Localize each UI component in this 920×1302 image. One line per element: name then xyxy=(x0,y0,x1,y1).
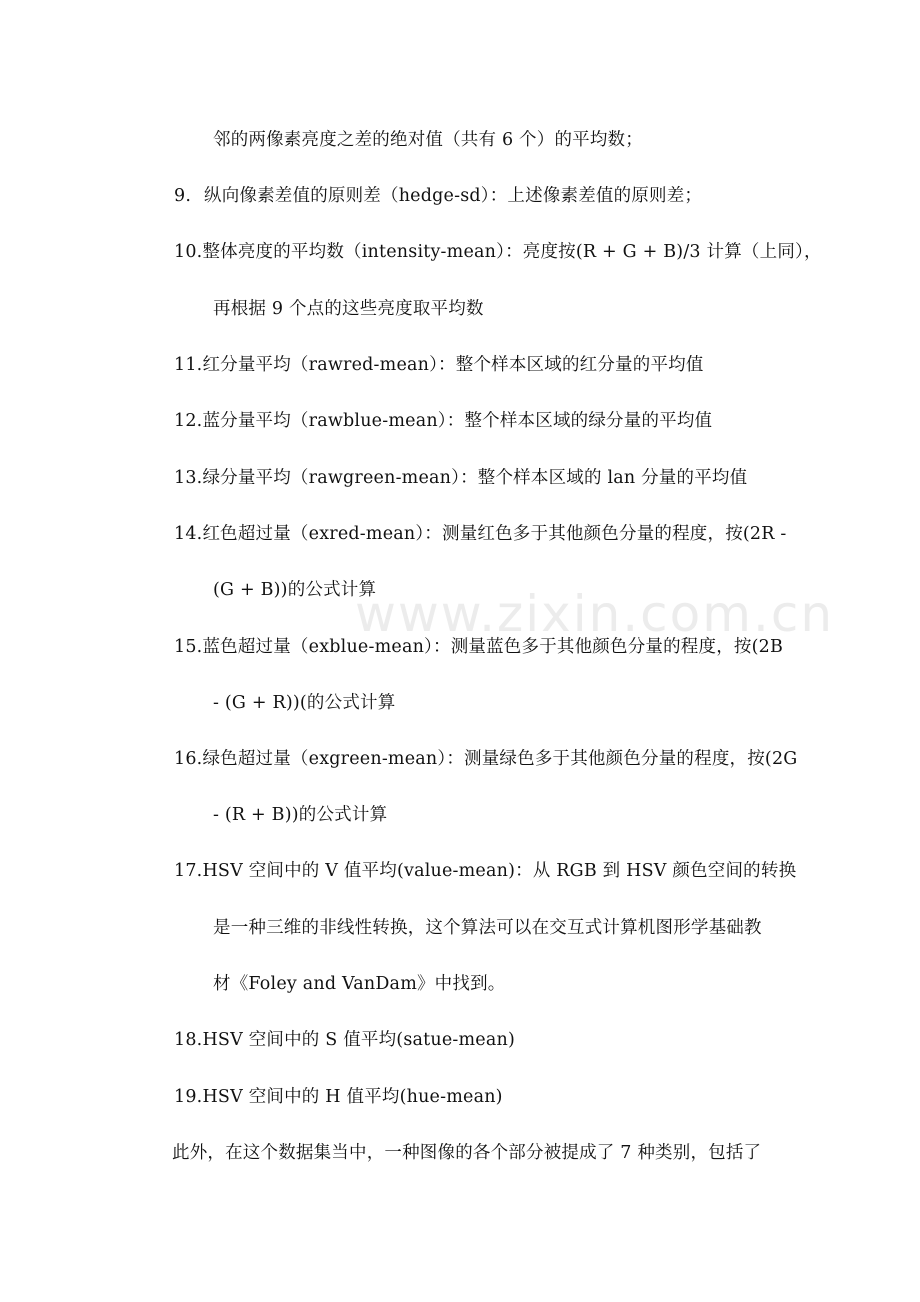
line-text: HSV 空间中的 S 值平均(satue-mean) xyxy=(202,1030,515,1050)
list-item-continuation xyxy=(213,803,387,827)
list-item-number: 17. xyxy=(174,861,203,881)
list-item xyxy=(174,1085,503,1109)
line-text: 是一种三维的非线性转换，这个算法可以在交互式计算机图形学基础教 xyxy=(213,918,762,938)
line-text: 蓝色超过量（exblue-mean）：测量蓝色多于其他颜色分量的程度，按(2B xyxy=(202,637,784,657)
paragraph xyxy=(172,1141,761,1165)
list-item-number: 15. xyxy=(174,637,203,657)
list-item xyxy=(174,1028,515,1052)
line-text: 再根据 9 个点的这些亮度取平均数 xyxy=(213,299,484,319)
list-item-number: 18. xyxy=(174,1030,203,1050)
list-item-number: 12. xyxy=(174,411,203,431)
list-item-number: 16. xyxy=(174,749,203,769)
watermark: www.zixin.com.cn xyxy=(355,585,835,643)
line-text: 红分量平均（rawred-mean）：整个样本区域的红分量的平均值 xyxy=(202,355,704,375)
list-item-number: 14. xyxy=(174,524,203,544)
list-item-number: 10. xyxy=(174,242,203,262)
list-item-continuation xyxy=(213,691,395,715)
line-text: 整体亮度的平均数（intensity-mean）：亮度按(R + G + B)/3 计算（上同）， xyxy=(202,242,822,262)
line-text: HSV 空间中的 V 值平均(value-mean)：从 RGB 到 HSV 颜色空间的转换 xyxy=(202,861,797,881)
line-text: 绿分量平均（rawgreen-mean）：整个样本区域的 lan 分量的平均值 xyxy=(202,468,748,488)
line-text: - (G + R))(的公式计算 xyxy=(213,693,396,713)
line-text: 绿色超过量（exgreen-mean）：测量绿色多于其他颜色分量的程度，按(2G xyxy=(202,749,798,769)
line-text: 此外，在这个数据集当中，一种图像的各个部分被提成了 7 种类别，包括了 xyxy=(172,1143,762,1163)
line-text: 蓝分量平均（rawblue-mean）：整个样本区域的绿分量的平均值 xyxy=(202,411,713,431)
list-item xyxy=(174,635,783,659)
list-item-number: 9. xyxy=(174,186,192,206)
line-text: - (R + B))的公式计算 xyxy=(213,805,388,825)
list-item-continuation xyxy=(213,916,762,940)
list-item xyxy=(174,859,796,883)
list-item-number: 19. xyxy=(174,1087,203,1107)
line-text: 邻的两像素亮度之差的绝对值（共有 6 个）的平均数； xyxy=(213,130,643,150)
list-item xyxy=(174,409,712,433)
list-item-continuation xyxy=(213,578,376,602)
list-item-number: 11. xyxy=(174,355,203,375)
list-item-number: 13. xyxy=(174,468,203,488)
list-item xyxy=(174,240,822,264)
list-item xyxy=(174,747,797,771)
list-item xyxy=(174,353,704,377)
list-item-continuation xyxy=(213,297,484,321)
list-item xyxy=(174,466,747,490)
list-item xyxy=(174,184,702,208)
line-text: 材《Foley and VanDam》中找到。 xyxy=(213,974,506,994)
list-item-continuation xyxy=(213,128,643,152)
line-text: 红色超过量（exred-mean）：测量红色多于其他颜色分量的程度，按(2R - xyxy=(202,524,787,544)
line-text: 纵向像素差值的原则差（hedge-sd）：上述像素差值的原则差； xyxy=(204,186,703,206)
line-text: (G + B))的公式计算 xyxy=(213,580,377,600)
line-text: HSV 空间中的 H 值平均(hue-mean) xyxy=(202,1087,503,1107)
list-item-continuation xyxy=(213,972,506,996)
list-item xyxy=(174,522,787,546)
